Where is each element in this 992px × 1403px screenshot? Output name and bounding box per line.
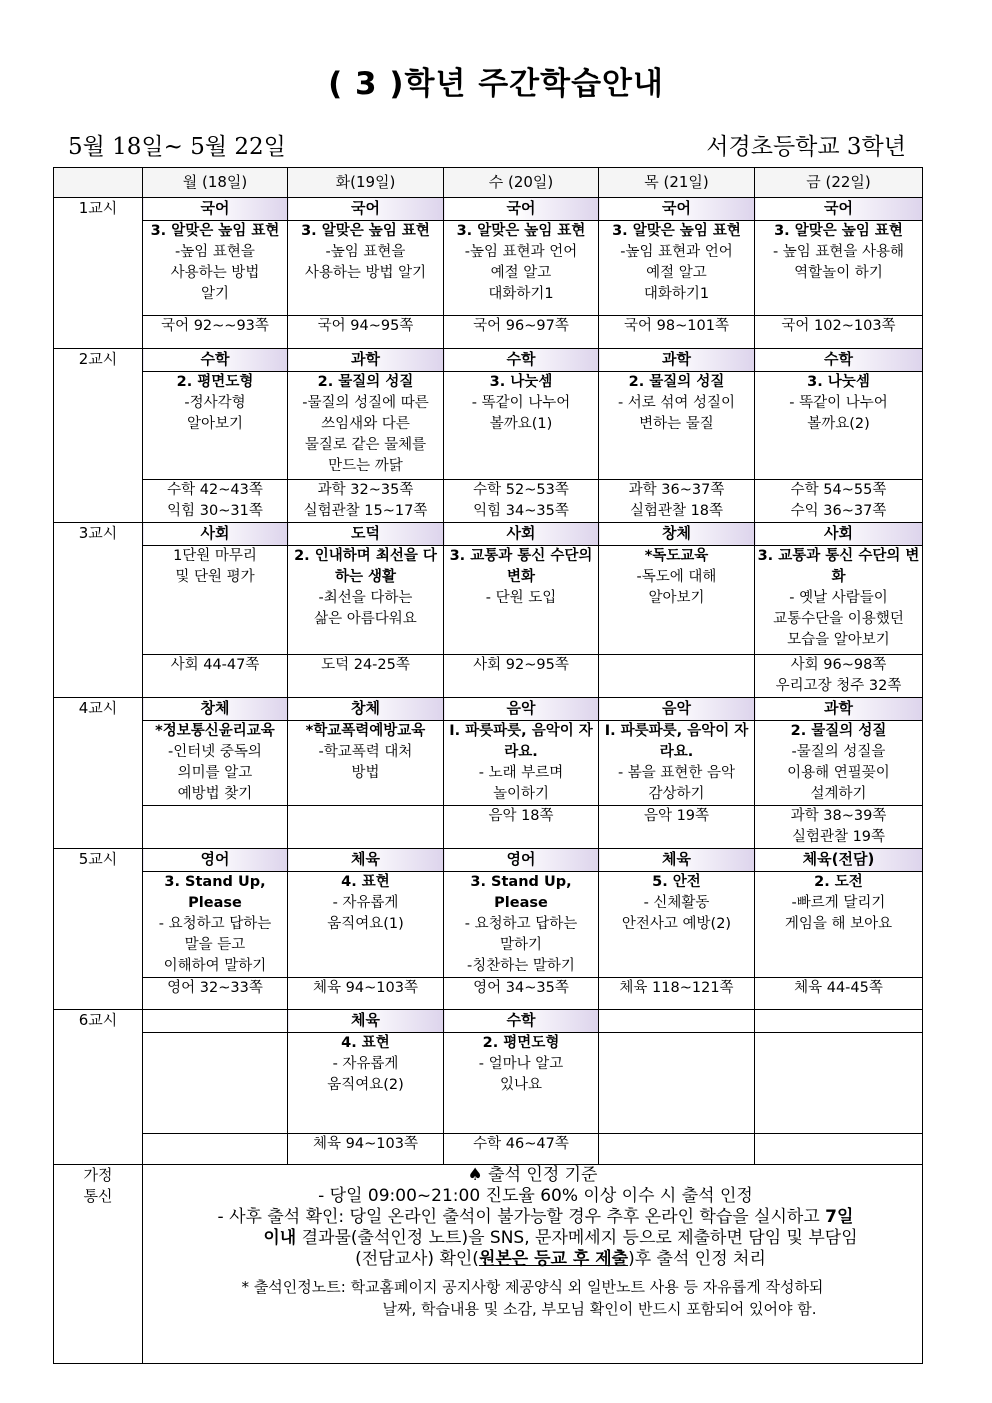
subject-cell: 국어 — [288, 198, 444, 221]
notice-item-cont: (전담교사) 확인(원본은 등교 후 제출)후 출석 인정 처리 — [355, 1249, 766, 1269]
lesson-cell — [755, 1033, 923, 1134]
lesson-line: -인터넷 중독의 — [168, 744, 262, 760]
page-range: 체육 118~121쪽 — [619, 980, 734, 996]
lesson-line: 게임을 해 보아요 — [784, 916, 893, 932]
lesson-cell — [755, 221, 923, 316]
subject-cell: 창체 — [143, 698, 288, 721]
page-range: 체육 94~103쪽 — [313, 980, 418, 996]
lesson-heading: 3. 알맞은 높임 표현 — [301, 223, 430, 239]
day-header: 목 (21일) — [599, 168, 755, 198]
lesson-line: 삶은 아름다워요 — [314, 611, 417, 627]
lesson-line: -물질의 성질에 따른 — [302, 395, 429, 411]
lesson-cell — [444, 721, 599, 806]
content-row — [54, 1033, 923, 1134]
subject-row — [54, 849, 923, 872]
pages-row — [54, 316, 923, 349]
textbook-pages — [444, 1134, 599, 1165]
textbook-pages — [143, 806, 288, 849]
subject-row — [54, 198, 923, 221]
lesson-heading: 2. 물질의 성질 — [317, 374, 414, 390]
page-range: 우리고장 청주 32쪽 — [775, 678, 902, 694]
lesson-heading: *정보통신윤리교육 — [155, 723, 275, 739]
lesson-line: -높임 표현과 언어 — [464, 244, 578, 260]
lesson-heading: 3. Stand Up, Please — [470, 874, 572, 911]
page-range: 음악 18쪽 — [488, 808, 554, 824]
lesson-cell — [755, 721, 923, 806]
lesson-line: - 옛날 사람들이 — [789, 590, 888, 606]
lesson-cell — [599, 546, 755, 655]
subject-cell: 창체 — [288, 698, 444, 721]
notice-heading: ♠ 출석 인정 기준 — [467, 1165, 598, 1185]
subject-cell — [599, 1010, 755, 1033]
period-label: 5교시 — [54, 849, 143, 1010]
textbook-pages — [444, 978, 599, 1010]
lesson-line: -높임 표현과 언어 — [620, 244, 733, 260]
textbook-pages — [755, 480, 923, 523]
pages-row — [54, 655, 923, 698]
lesson-heading: 2. 평면도형 — [482, 1035, 560, 1051]
textbook-pages — [143, 316, 288, 349]
subject-cell: 체육 — [599, 849, 755, 872]
subject-cell: 영어 — [143, 849, 288, 872]
lesson-heading: 3. 나눗셈 — [489, 374, 553, 390]
lesson-cell — [288, 372, 444, 480]
textbook-pages — [444, 480, 599, 523]
lesson-line: 역할놀이 하기 — [794, 265, 883, 281]
lesson-cell — [444, 872, 599, 978]
lesson-heading: 3. 알맞은 높임 표현 — [774, 223, 903, 239]
textbook-pages — [288, 978, 444, 1010]
page-range: 사회 92~95쪽 — [473, 657, 569, 673]
lesson-line: 모습을 알아보기 — [787, 632, 890, 648]
lesson-line: -빠르게 달리기 — [791, 895, 886, 911]
content-row — [54, 221, 923, 316]
textbook-pages — [599, 316, 755, 349]
subject-row — [54, 523, 923, 546]
lesson-heading: 3. 알맞은 높임 표현 — [150, 223, 280, 239]
textbook-pages — [755, 806, 923, 849]
textbook-pages — [288, 806, 444, 849]
subject-cell: 과학 — [599, 349, 755, 372]
lesson-cell — [444, 372, 599, 480]
page-range: 수학 54~55쪽 — [790, 482, 887, 498]
lesson-line: 방법 — [351, 765, 380, 781]
lesson-line: 이해하여 말하기 — [163, 958, 267, 974]
page-range: 사회 96~98쪽 — [790, 657, 887, 673]
lesson-cell — [599, 872, 755, 978]
textbook-pages — [444, 655, 599, 698]
lesson-line: 볼까요(1) — [489, 416, 553, 432]
lesson-line: 사용하는 방법 알기 — [304, 265, 427, 281]
lesson-line: - 높임 표현을 사용해 — [772, 244, 905, 260]
subject-cell: 수학 — [143, 349, 288, 372]
day-header: 화(19일) — [288, 168, 444, 198]
lesson-line: 물질로 같은 물체를 — [304, 437, 427, 453]
textbook-pages — [755, 316, 923, 349]
subject-cell: 국어 — [755, 198, 923, 221]
lesson-line: 1단원 마무리 — [173, 548, 257, 564]
lesson-line: - 서로 섞여 성질이 — [617, 395, 736, 411]
lesson-heading: 3. 나눗셈 — [807, 374, 870, 390]
lesson-line: - 요청하고 답하는 — [464, 916, 578, 932]
lesson-heading: *독도교육 — [644, 548, 709, 564]
school-name: 서경초등학교 3학년 — [706, 134, 906, 160]
lesson-heading: 3. Stand Up, Please — [164, 874, 266, 911]
lesson-line: 변하는 물질 — [639, 416, 714, 432]
subject-cell: 음악 — [444, 698, 599, 721]
lesson-cell — [599, 1033, 755, 1134]
lesson-cell — [143, 721, 288, 806]
notice-item: - 사후 출석 확인: 당일 온라인 출석이 불가능할 경우 추후 온라인 학습을 실시하고 7일 — [217, 1207, 854, 1227]
lesson-line: - 자유롭게 — [332, 1056, 399, 1072]
textbook-pages — [143, 655, 288, 698]
page-range: 실험관찰 19쪽 — [791, 829, 886, 845]
lesson-line: 예절 알고 — [490, 265, 552, 281]
textbook-pages — [143, 1134, 288, 1165]
lesson-cell — [143, 1033, 288, 1134]
lesson-line: - 노래 부르며 — [478, 765, 564, 781]
lesson-line: 알아보기 — [186, 416, 244, 432]
lesson-heading: 2. 평면도형 — [176, 374, 254, 390]
pages-row — [54, 1134, 923, 1165]
notice-item: - 당일 09:00~21:00 진도율 60% 이상 이수 시 출석 인정 — [318, 1186, 753, 1206]
notice-label: 가정 통신 — [54, 1165, 143, 1364]
page-range: 국어 98~101쪽 — [624, 318, 729, 334]
lesson-cell — [288, 721, 444, 806]
lesson-heading: 2. 인내하며 최선을 다하는 생활 — [294, 548, 437, 585]
period-label: 3교시 — [54, 523, 143, 698]
corner-cell — [54, 168, 143, 198]
period-label: 6교시 — [54, 1010, 143, 1165]
subject-row — [54, 349, 923, 372]
lesson-heading: 2. 물질의 성질 — [790, 723, 887, 739]
lesson-heading: 2. 물질의 성질 — [628, 374, 725, 390]
lesson-cell — [755, 872, 923, 978]
lesson-line: -독도에 대해 — [636, 569, 717, 585]
notice-row — [54, 1165, 923, 1364]
lesson-line: -학교폭력 대처 — [318, 744, 413, 760]
period-label: 4교시 — [54, 698, 143, 849]
textbook-pages — [288, 1134, 444, 1165]
lesson-line: 안전사고 예방(2) — [621, 916, 732, 932]
lesson-line: - 요청하고 답하는 — [158, 916, 272, 932]
lesson-heading: Ⅰ. 파릇파릇, 음악이 자라요. — [604, 723, 749, 760]
textbook-pages — [444, 806, 599, 849]
day-header-row — [54, 168, 923, 198]
textbook-pages — [755, 1134, 923, 1165]
lesson-cell — [143, 221, 288, 316]
subject-cell: 과학 — [755, 698, 923, 721]
lesson-line: 사용하는 방법 — [170, 265, 260, 281]
lesson-heading: Ⅰ. 파릇파릇, 음악이 자라요. — [449, 723, 593, 760]
page-range: 과학 36~37쪽 — [628, 482, 725, 498]
subject-cell: 체육 — [288, 849, 444, 872]
lesson-heading: *학교폭력예방교육 — [305, 723, 426, 739]
textbook-pages — [288, 655, 444, 698]
lesson-line: - 자유롭게 — [332, 895, 399, 911]
textbook-pages — [755, 978, 923, 1010]
page-range: 음악 19쪽 — [643, 808, 710, 824]
notice-footnote: * 출석인정노트: 학교홈페이지 공지사항 제공양식 외 일반노트 사용 등 자유롭게 작성하되 — [241, 1278, 824, 1296]
subject-cell: 사회 — [444, 523, 599, 546]
content-row — [54, 372, 923, 480]
page-range: 국어 92~~93쪽 — [161, 318, 269, 334]
lesson-line: 교통수단을 이용했던 — [773, 611, 904, 627]
lesson-line: 쓰임새와 다른 — [321, 416, 410, 432]
page-title: ( 3 )학년 주간학습안내 — [328, 66, 664, 102]
day-header: 월 (18일) — [143, 168, 288, 198]
lesson-cell — [444, 1033, 599, 1134]
notice-content — [143, 1165, 923, 1364]
lesson-cell — [599, 721, 755, 806]
lesson-line: 만드는 까닭 — [328, 458, 403, 474]
subject-row — [54, 698, 923, 721]
page-range: 영어 32~33쪽 — [167, 980, 263, 996]
lesson-line: 알기 — [200, 286, 229, 302]
subject-cell: 사회 — [755, 523, 923, 546]
lesson-line: -칭찬하는 말하기 — [467, 958, 575, 974]
page-range: 수익 36~37쪽 — [790, 503, 887, 519]
textbook-pages — [599, 806, 755, 849]
subject-cell: 영어 — [444, 849, 599, 872]
lesson-line: 말하기 — [499, 937, 543, 953]
lesson-heading: 3. 교통과 통신 수단의 변화 — [757, 548, 920, 585]
lesson-cell — [143, 546, 288, 655]
lesson-line: 설계하기 — [810, 786, 867, 802]
lesson-line: 볼까요(2) — [807, 416, 870, 432]
subject-cell: 체육(전담) — [755, 849, 923, 872]
page-range: 수학 42~43쪽 — [167, 482, 263, 498]
textbook-pages — [755, 655, 923, 698]
page-range: 도덕 24-25쪽 — [321, 657, 410, 673]
pages-row — [54, 480, 923, 523]
subject-cell: 도덕 — [288, 523, 444, 546]
lesson-heading: 3. 알맞은 높임 표현 — [456, 223, 586, 239]
lesson-line: 감상하기 — [648, 786, 705, 802]
period-label: 2교시 — [54, 349, 143, 523]
lesson-heading: 2. 도전 — [814, 874, 863, 890]
textbook-pages — [599, 480, 755, 523]
page-range: 국어 96~97쪽 — [473, 318, 569, 334]
lesson-line: 움직여요(1) — [327, 916, 404, 932]
page-range: 체육 94~103쪽 — [313, 1136, 418, 1152]
lesson-heading: 4. 표현 — [341, 874, 390, 890]
page-range: 체육 44-45쪽 — [794, 980, 883, 996]
page-range: 과학 38~39쪽 — [790, 808, 887, 824]
lesson-heading: 4. 표현 — [341, 1035, 390, 1051]
subject-cell: 수학 — [755, 349, 923, 372]
lesson-line: 대화하기1 — [488, 286, 554, 302]
textbook-pages — [599, 655, 755, 698]
page-range: 익힘 34~35쪽 — [473, 503, 569, 519]
lesson-heading: 5. 안전 — [652, 874, 701, 890]
lesson-line: -물질의 성질을 — [791, 744, 886, 760]
page-range: 영어 34~35쪽 — [473, 980, 569, 996]
lesson-line: - 얼마나 알고 — [478, 1056, 564, 1072]
lesson-line: -최선을 다하는 — [318, 590, 413, 606]
lesson-line: 대화하기1 — [643, 286, 710, 302]
notice-footnote: 날짜, 학습내용 및 소감, 부모님 확인이 반드시 포함되어 있어야 함. — [382, 1300, 817, 1318]
lesson-line: 예방법 찾기 — [177, 786, 253, 802]
lesson-cell — [755, 372, 923, 480]
subject-cell: 국어 — [143, 198, 288, 221]
lesson-line: - 똑같이 나누어 — [789, 395, 888, 411]
lesson-line: 말을 듣고 — [184, 937, 246, 953]
lesson-cell — [599, 221, 755, 316]
lesson-heading: 3. 알맞은 높임 표현 — [612, 223, 741, 239]
lesson-cell — [143, 372, 288, 480]
day-header: 수 (20일) — [444, 168, 599, 198]
page-range: 실험관찰 15~17쪽 — [303, 503, 428, 519]
lesson-line: 의미를 알고 — [177, 765, 253, 781]
subject-cell: 음악 — [599, 698, 755, 721]
lesson-line: 알아보기 — [648, 590, 705, 606]
subject-cell: 체육 — [288, 1010, 444, 1033]
subject-cell: 수학 — [444, 1010, 599, 1033]
lesson-line: -높임 표현을 — [175, 244, 255, 260]
lesson-line: - 봄을 표현한 음악 — [617, 765, 736, 781]
lesson-line: 놀이하기 — [492, 786, 550, 802]
subject-cell: 국어 — [444, 198, 599, 221]
content-row — [54, 721, 923, 806]
textbook-pages — [288, 480, 444, 523]
textbook-pages — [599, 1134, 755, 1165]
page-range: 수학 52~53쪽 — [473, 482, 569, 498]
page-range: 실험관찰 18쪽 — [629, 503, 724, 519]
lesson-cell — [288, 546, 444, 655]
week-dates: 5월 18일~ 5월 22일 — [68, 134, 286, 160]
subject-cell — [755, 1010, 923, 1033]
lesson-cell — [755, 546, 923, 655]
notice-item-cont: 이내 결과물(출석인정 노트)을 SNS, 문자메세지 등으로 제출하면 담임 및 부담임 — [263, 1228, 858, 1248]
lesson-cell — [143, 872, 288, 978]
lesson-line: 있나요 — [499, 1077, 543, 1093]
subject-row — [54, 1010, 923, 1033]
page-range: 수학 46~47쪽 — [473, 1136, 569, 1152]
subject-cell: 과학 — [288, 349, 444, 372]
subject-cell: 국어 — [599, 198, 755, 221]
weekly-schedule-table — [53, 167, 923, 1364]
lesson-cell — [444, 221, 599, 316]
pages-row — [54, 978, 923, 1010]
lesson-line: 이용해 연필꽂이 — [787, 765, 890, 781]
textbook-pages — [444, 316, 599, 349]
pages-row — [54, 806, 923, 849]
lesson-line: -정사각형 — [184, 395, 246, 411]
page-range: 국어 94~95쪽 — [317, 318, 414, 334]
day-header: 금 (22일) — [755, 168, 923, 198]
subject-cell: 수학 — [444, 349, 599, 372]
subject-cell: 사회 — [143, 523, 288, 546]
subject-cell — [143, 1010, 288, 1033]
lesson-line: -높임 표현을 — [325, 244, 406, 260]
textbook-pages — [143, 978, 288, 1010]
page-range: 국어 102~103쪽 — [781, 318, 896, 334]
page-range: 과학 32~35쪽 — [317, 482, 414, 498]
content-row — [54, 872, 923, 978]
page-range: 사회 44-47쪽 — [170, 657, 260, 673]
lesson-line: - 단원 도입 — [485, 590, 557, 606]
lesson-cell — [288, 221, 444, 316]
textbook-pages — [599, 978, 755, 1010]
content-row — [54, 546, 923, 655]
textbook-pages — [288, 316, 444, 349]
lesson-cell — [444, 546, 599, 655]
lesson-line: - 똑같이 나누어 — [471, 395, 571, 411]
page-range: 익힘 30~31쪽 — [167, 503, 263, 519]
subject-cell: 창체 — [599, 523, 755, 546]
period-label: 1교시 — [54, 198, 143, 349]
lesson-line: 움직여요(2) — [327, 1077, 404, 1093]
textbook-pages — [143, 480, 288, 523]
lesson-cell — [288, 872, 444, 978]
lesson-heading: 3. 교통과 통신 수단의 변화 — [449, 548, 593, 585]
lesson-line: - 신체활동 — [643, 895, 710, 911]
lesson-cell — [288, 1033, 444, 1134]
lesson-line: 및 단원 평가 — [175, 569, 255, 585]
lesson-line: 예절 알고 — [646, 265, 707, 281]
lesson-cell — [599, 372, 755, 480]
